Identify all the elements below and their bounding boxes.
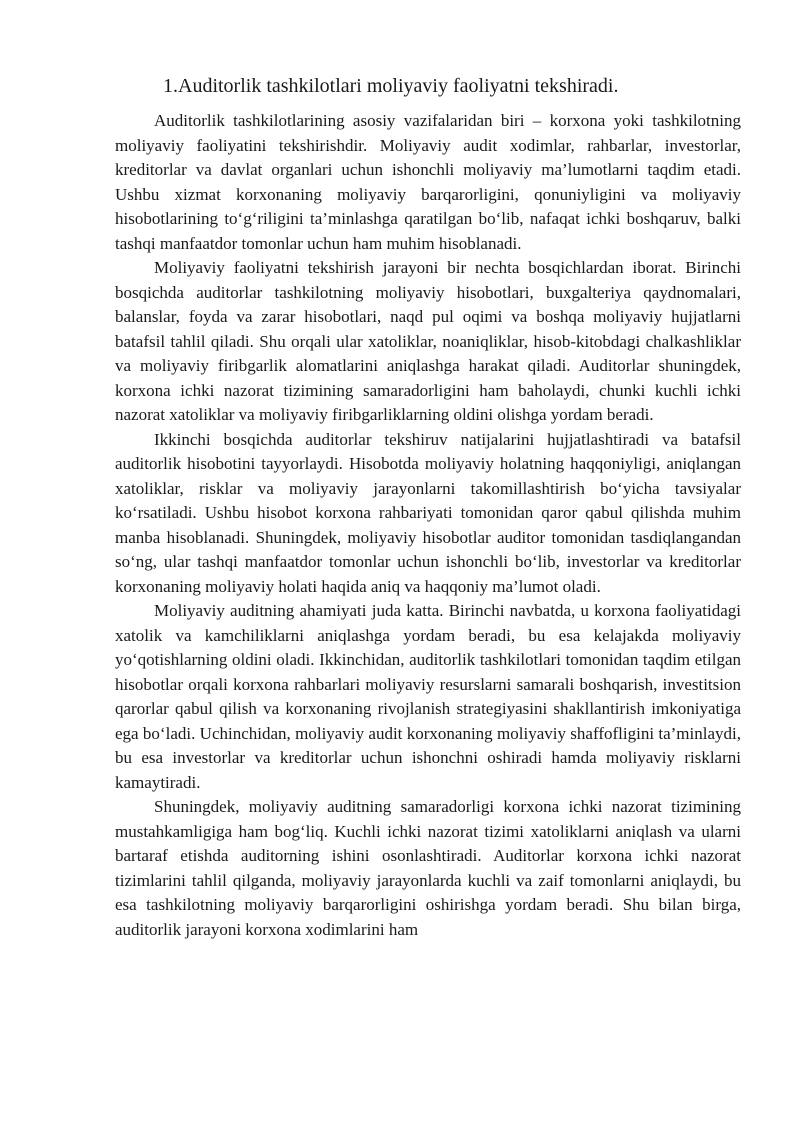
- paragraph-4: Moliyaviy auditning ahamiyati juda katta. Birinchi navbatda, u korxona faoliyatidagi xatolik va kamchiliklarni aniqlashga yordam beradi, bu esa kelajakda moliyaviy yo‘qotishlarning oldini oladi. Ikkinchidan, auditorlik tashkilotlari tomonidan taqdim etilgan hisobotlar orqali korxona rahbarlari moliyaviy resurslarni samarali boshqarish, investitsion qarorlar qabul qilish va korxonaning rivojlanish strategiyasini shakllantirish imkoniyatiga ega bo‘ladi. Uchinchidan, moliyaviy audit korxonaning moliyaviy shaffofligini ta’minlaydi, bu esa investorlar va kreditorlar uchun ishonchni oshiradi hamda moliyaviy risklarni kamaytiradi.: [115, 601, 741, 792]
- section-title: 1.Auditorlik tashkilotlari moliyaviy faoliyatni tekshiradi.: [163, 75, 619, 97]
- paragraph-5: Shuningdek, moliyaviy auditning samaradorligi korxona ichki nazorat tizimining mustahkamligiga ham bog‘liq. Kuchli ichki nazorat tizimi xatoliklarni aniqlash va ularni bartaraf etishda auditorning ishini osonlashtiradi. Auditorlar korxona ichki nazorat tizimlarini tahlil qilganda, moliyaviy jarayonlarda kuchli va zaif tomonlarni aniqlaydi, bu esa tashkilotning moliyaviy barqarorligini oshirishga yordam beradi. Shu bilan birga, auditorlik jarayoni korxona xodimlarini ham: [115, 797, 741, 939]
- paragraph-3: Ikkinchi bosqichda auditorlar tekshiruv natijalarini hujjatlashtiradi va batafsil auditorlik hisobotini tayyorlaydi. Hisobotda moliyaviy holatning haqqoniyligi, aniqlangan xatoliklar, risklar va moliyaviy jarayonlarni takomillashtirish bo‘yicha tavsiyalar ko‘rsatiladi. Ushbu hisobot korxona rahbariyati tomonidan qaror qabul qilishda muhim manba hisoblanadi. Shuningdek, moliyaviy hisobotlar auditor tomonidan tasdiqlangandan so‘ng, ular tashqi manfaatdor tomonlar uchun ishonchli bo‘lib, investorlar va kreditorlar korxonaning moliyaviy holati haqida aniq va haqqoniy ma’lumot oladi.: [115, 429, 741, 596]
- paragraph-1: Auditorlik tashkilotlarining asosiy vazifalaridan biri – korxona yoki tashkilotning moliyaviy faoliyatini tekshirishdir. Moliyaviy audit xodimlar, rahbarlar, investorlar, kreditorlar va davlat organlari uchun ishonchli moliyaviy ma’lumotlarni taqdim etadi. Ushbu xizmat korxonaning moliyaviy barqarorligini, qonuniyligini va moliyaviy hisobotlarining to‘g‘riligini ta’minlashga qaratilgan bo‘lib, nafaqat ichki boshqaruv, balki tashqi manfaatdor tomonlar uchun ham muhim hisoblanadi.: [115, 111, 741, 253]
- paragraph-2: Moliyaviy faoliyatni tekshirish jarayoni bir nechta bosqichlardan iborat. Birinchi bosqichda auditorlar tashkilotning moliyaviy hisobotlari, buxgalteriya qaydnomalari, balanslar, foyda va zarar hisobotlari, naqd pul oqimi va boshqa moliyaviy hujjatlarni batafsil tahlil qiladi. Shu orqali ular xatoliklar, noaniqliklar, hisob-kitobdagi chalkashliklar va moliyaviy firibgarlik alomatlarini aniqlashga harakat qiladi. Auditorlar shuningdek, korxona ichki nazorat tizimining samaradorligini ham baholaydi, chunki kuchli ichki nazorat xatoliklar va moliyaviy firibgarliklarning oldini olishga yordam beradi.: [115, 258, 741, 424]
- document-page: [115, 72, 741, 942]
